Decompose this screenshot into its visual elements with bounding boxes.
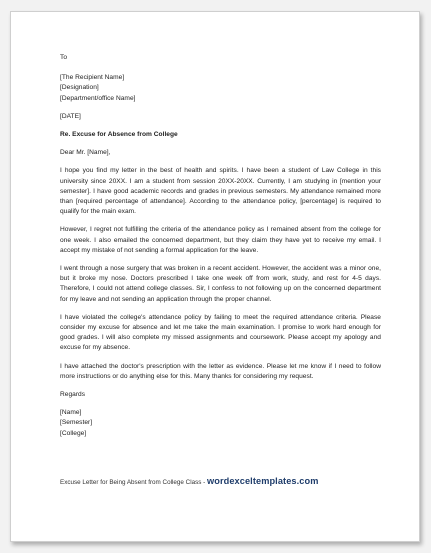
letter-body <box>60 53 381 439</box>
recipient-name: [The Recipient Name] <box>60 74 125 82</box>
salutation: Dear Mr. [Name], <box>60 149 111 157</box>
signature-semester: [Semester] <box>60 419 93 427</box>
footer-brand: wordexceltemplates.com <box>207 476 319 486</box>
document-page <box>10 11 420 542</box>
page-footer <box>60 476 318 486</box>
recipient-designation: [Designation] <box>60 84 99 92</box>
recipient-department: [Department/office Name] <box>60 94 136 102</box>
paragraph-request: I have violated the college's attendance policy by failing to meet the required attendance criteria. Please consider my excuse for absence and let me take the main examination. I promise to work hard enough for good grades. I will also complete my missed assignments and coursework. Please accept my apology and excuse for my absence. <box>60 313 381 352</box>
signature-name: [Name] <box>60 409 82 417</box>
signature-college: [College] <box>60 429 87 437</box>
letter-date: [DATE] <box>60 112 81 120</box>
paragraph-reason: I went through a nose surgery that was broken in a recent accident. However, the accident was a minor one, but it broke my nose. Doctors prescribed I take one week off from work, study, and rest for 4-5 days. Therefore, I could not attend college classes. Sir, I confess to not following up on the concerned department for my leave and not sending an application through the proper channel. <box>60 265 381 303</box>
closing-regards: Regards <box>60 391 86 399</box>
letter-subject: Re. Excuse for Absence from College <box>60 131 178 139</box>
footer-caption: Excuse Letter for Being Absent from College Class - <box>60 479 207 486</box>
to-label: To <box>60 54 68 61</box>
paragraph-closing: I have attached the doctor's prescription with the letter as evidence. Please let me know if I need to follow more instructions or do anything else for this. Many thanks for considering my request. <box>60 362 381 380</box>
paragraph-regret: However, I regret not fulfilling the criteria of the attendance policy as I remained absent from the college for one week. I also emailed the concerned department, but they claim they have yet to receive my email. I accept my mistake of not sending a formal application for the leave. <box>60 226 381 254</box>
paragraph-intro: I hope you find my letter in the best of health and spirits. I have been a student of Law College in this university since 20XX. I am a student from session 20XX-20XX. Currently, I am studying in [mention your semester]. I have good academic records and grades in previous semesters. My attendance remained more than [required percentage of attendance]. According to the attendance policy, [percentage] is required to qualify for the main exam. <box>60 167 381 216</box>
